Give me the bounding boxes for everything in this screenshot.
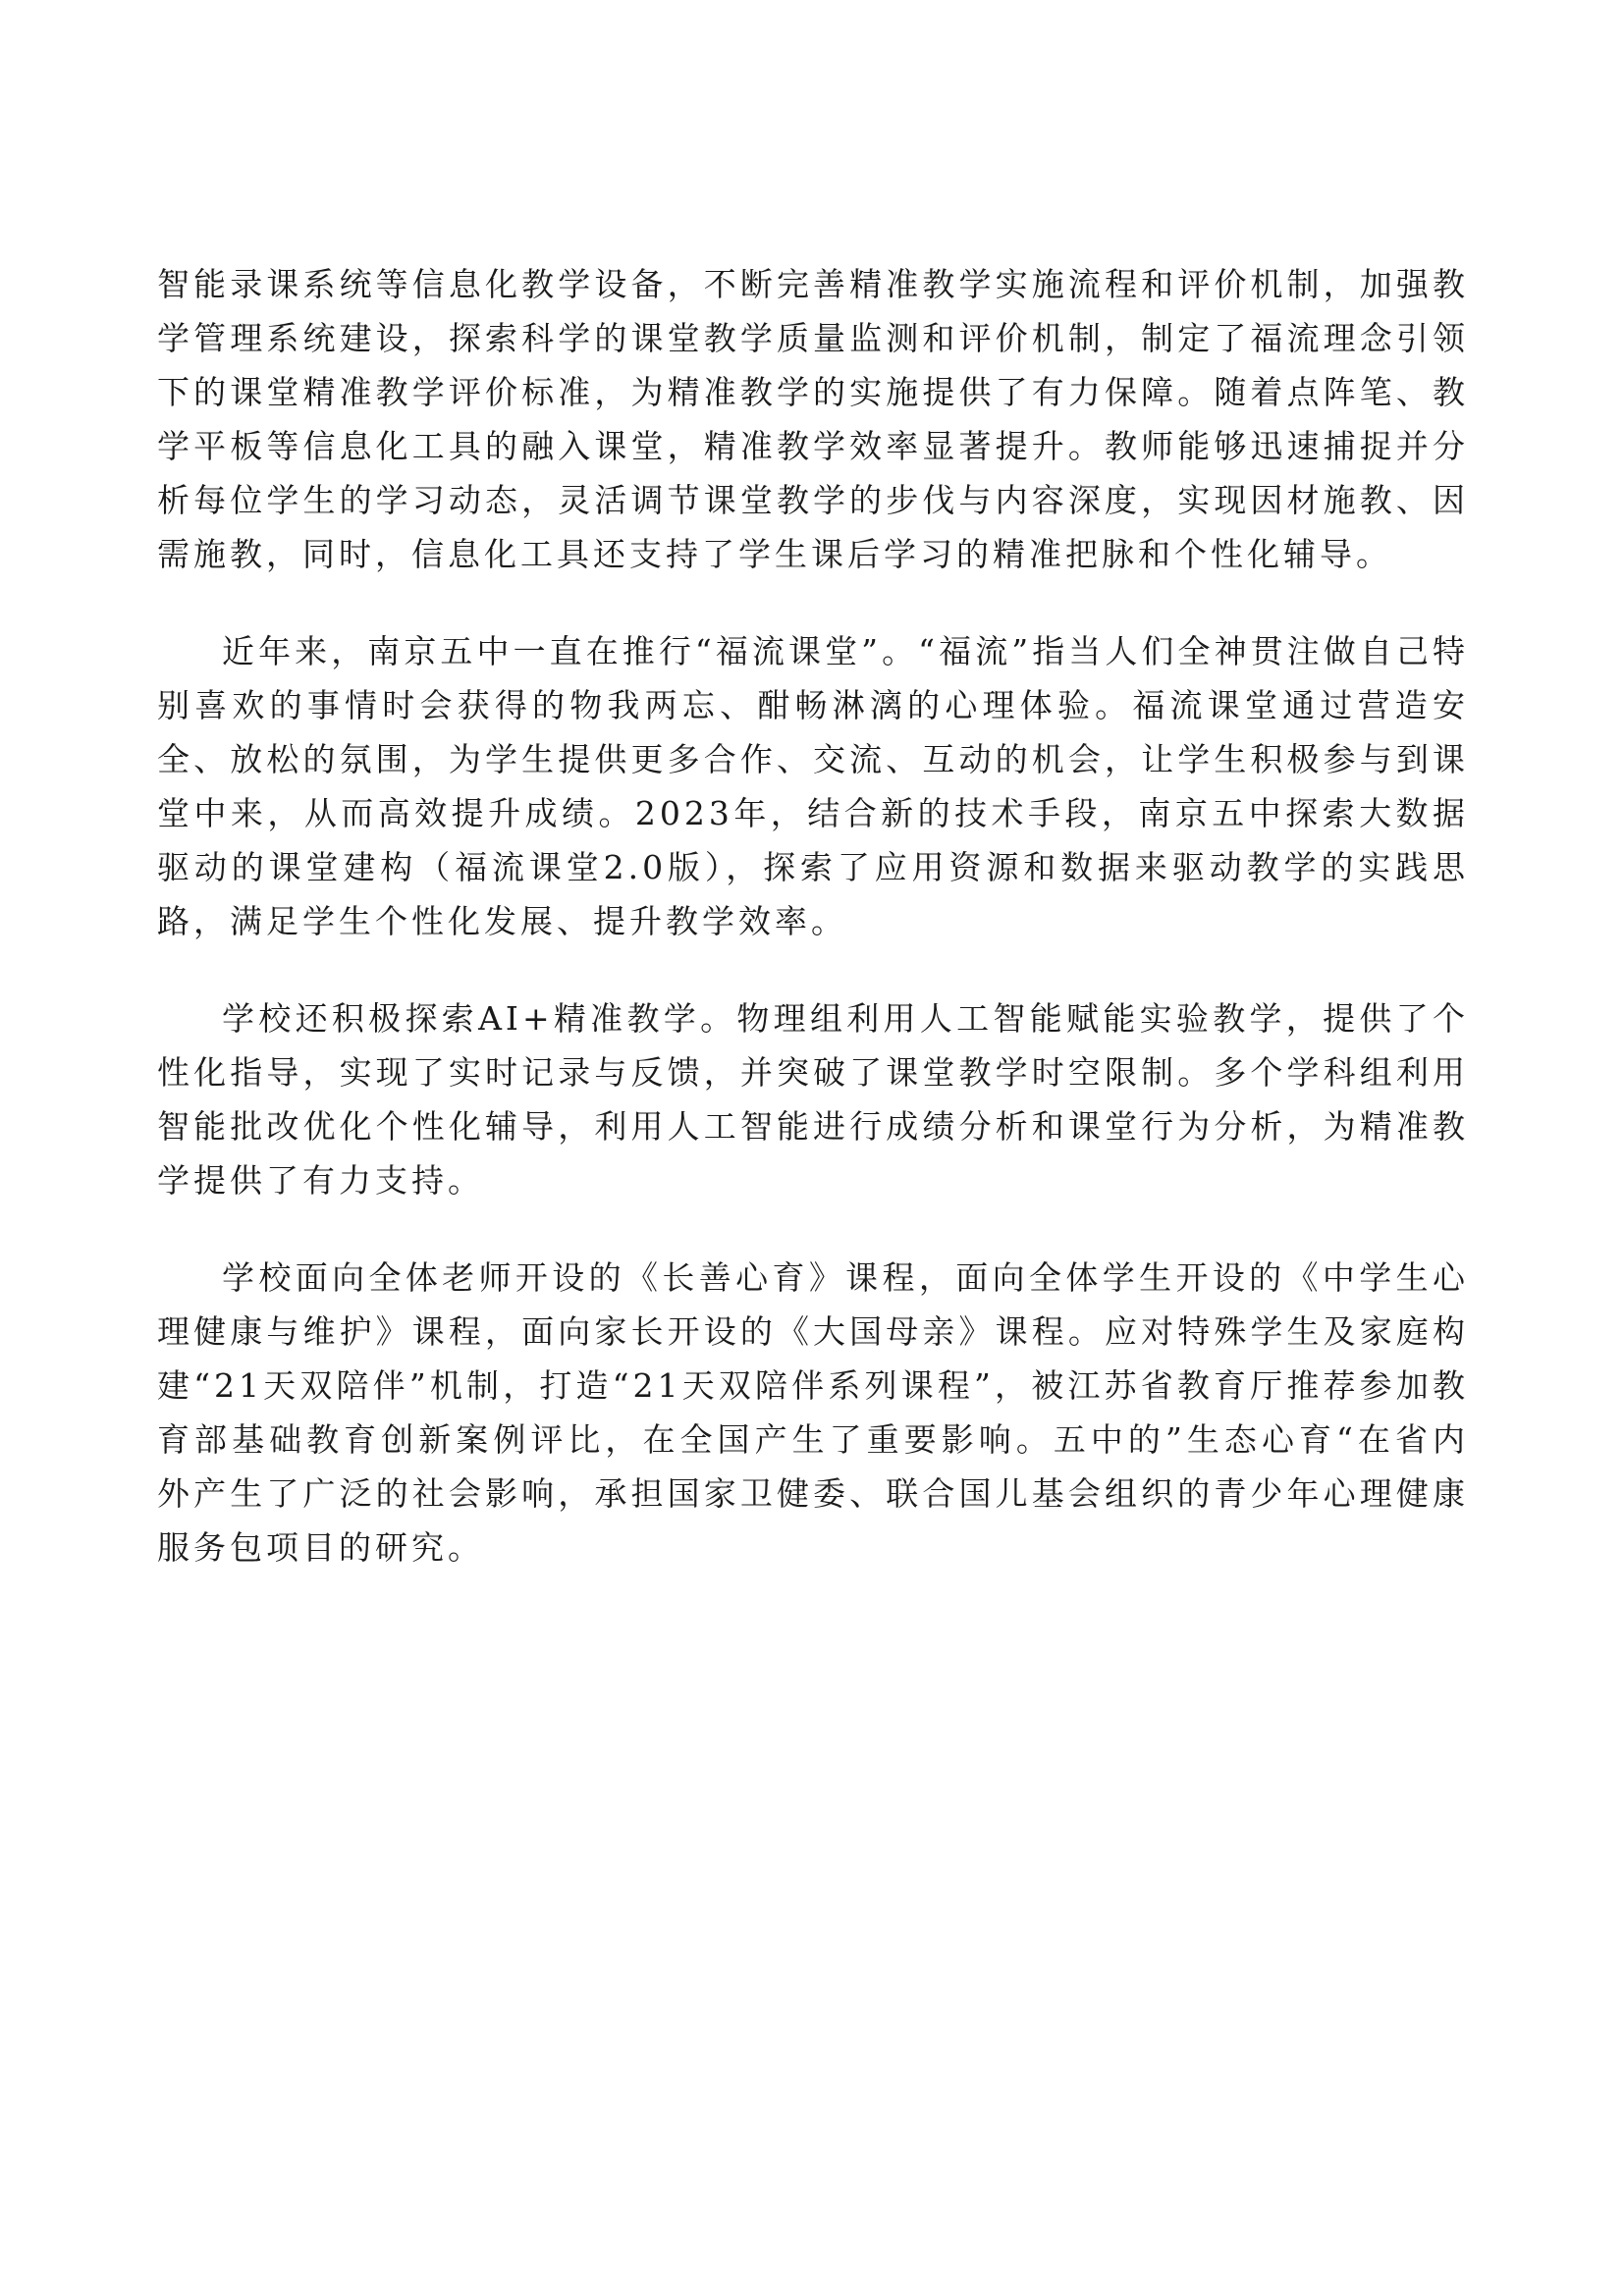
paragraph-ai-precision-teaching: 学校还积极探索AI+精准教学。物理组利用人工智能赋能实验教学，提供了个性化指导，实现了实时记录与反馈，并突破了课堂教学时空限制。多个学科组利用智能批改优化个性化辅导，利用人工智能进行成绩分析和课堂行为分析，为精准教学提供了有力支持。 xyxy=(157,999,1469,1200)
document-body xyxy=(157,257,1469,1618)
paragraph-mental-health-courses: 学校面向全体老师开设的《长善心育》课程，面向全体学生开设的《中学生心理健康与维护》课程，面向家长开设的《大国母亲》课程。应对特殊学生及家庭构建“21天双陪伴”机制，打造“21天双陪伴系列课程”，被江苏省教育厅推荐参加教育部基础教育创新案例评比，在全国产生了重要影响。五中的”生态心育“在省内外产生了广泛的社会影响，承担国家卫健委、联合国儿基会组织的青少年心理健康服务包项目的研究。 xyxy=(157,1258,1469,1567)
paragraph-continuation: 智能录课系统等信息化教学设备，不断完善精准教学实施流程和评价机制，加强教学管理系统建设，探索科学的课堂教学质量监测和评价机制，制定了福流理念引领下的课堂精准教学评价标准，为精准教学的实施提供了有力保障。随着点阵笔、教学平板等信息化工具的融入课堂，精准教学效率显著提升。教师能够迅速捕捉并分析每位学生的学习动态，灵活调节课堂教学的步伐与内容深度，实现因材施教、因需施教，同时，信息化工具还支持了学生课后学习的精准把脉和个性化辅导。 xyxy=(157,265,1469,573)
paragraph-fuliu-classroom: 近年来，南京五中一直在推行“福流课堂”。“福流”指当人们全神贯注做自己特别喜欢的事情时会获得的物我两忘、酣畅淋漓的心理体验。福流课堂通过营造安全、放松的氛围，为学生提供更多合作、交流、互动的机会，让学生积极参与到课堂中来，从而高效提升成绩。2023年，结合新的技术手段，南京五中探索大数据驱动的课堂建构（福流课堂2.0版），探索了应用资源和数据来驱动教学的实践思路，满足学生个性化发展、提升教学效率。 xyxy=(157,632,1469,940)
